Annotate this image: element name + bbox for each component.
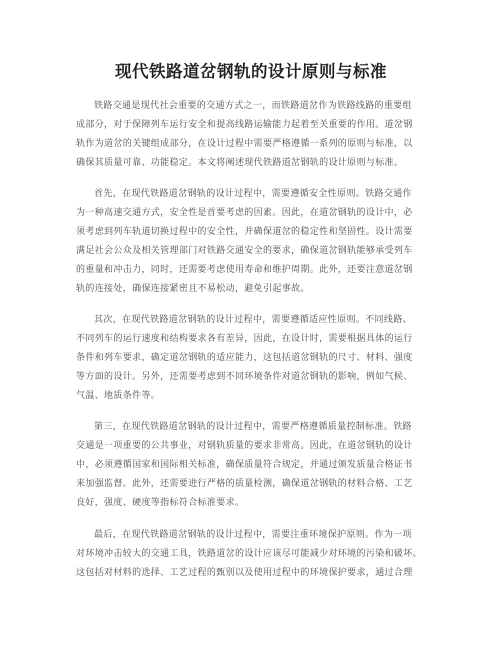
- paragraph-line: 为一种高速交通方式，安全性是首要考虑的因素。因此，在道岔钢轨的设计中，必: [76, 208, 413, 218]
- paragraph-line: 气温、地质条件等。: [76, 391, 161, 401]
- paragraph-line: 对环境冲击较大的交通工具，铁路道岔的设计应该尽可能减少对环境的污染和破坏。: [76, 549, 422, 559]
- paragraph-line: 其次，在现代铁路道岔钢轨的设计过程中，需要遵循适应性原则。不同线路、: [94, 315, 412, 325]
- paragraph-line: 良好，强度、硬度等指标符合标准要求。: [76, 498, 245, 508]
- paragraph-line: 最后，在现代铁路道岔钢轨的设计过程中，需要注重环境保护原则。作为一项: [94, 530, 412, 540]
- paragraph-3: [76, 311, 428, 406]
- paragraph-5: [76, 526, 428, 583]
- paragraph-line: 铁路交通是现代社会重要的交通方式之一，而铁路道岔作为铁路线路的重要组: [94, 101, 412, 111]
- page-title: 现代铁路道岔钢轨的设计原则与标准: [115, 62, 387, 81]
- paragraph-4: [76, 418, 428, 513]
- paragraph-line: 确保其质量可靠、功能稳定。本文将阐述现代铁路道岔钢轨的设计原则与标准。: [76, 158, 404, 168]
- paragraph-line: 须考虑到列车轨道切换过程中的安全性，并确保道岔的稳定性和坚固性。设计需要: [76, 227, 413, 237]
- paragraph-1: [76, 97, 428, 173]
- paragraph-line: 不同列车的运行速度和结构要求各有差异，因此，在设计时，需要根据具体的运行: [76, 334, 413, 344]
- paragraph-line: 等方面的设计。另外，还需要考虑到不同环境条件对道岔钢轨的影响，例如气候、: [76, 372, 413, 382]
- paragraph-2: [76, 185, 428, 299]
- paragraph-line: 首先，在现代铁路道岔钢轨的设计过程中，需要遵循安全性原则。铁路交通作: [94, 189, 412, 199]
- paragraph-line: 交通是一项重要的公共事业，对钢轨质量的要求非常高。因此，在道岔钢轨的设计: [76, 441, 413, 451]
- paragraph-line: 这包括对材料的选择、工艺过程的甄别以及使用过程中的环境保护要求，通过合理: [76, 568, 413, 578]
- paragraph-line: 轨的连接处，确保连接紧密且不易松动，避免引起事故。: [76, 284, 310, 294]
- paragraph-line: 来加强监督。此外，还需要进行严格的质量检测，确保道岔钢轨的材料合格、工艺: [76, 479, 413, 489]
- paragraph-line: 的重量和冲击力，同时，还需要考虑使用寿命和维护周期。此外，还要注意道岔钢: [76, 265, 413, 275]
- paragraph-line: 满足社会公众及相关管理部门对铁路交通安全的要求，确保道岔钢轨能够承受列车: [76, 246, 413, 256]
- paragraph-line: 第三，在现代铁路道岔钢轨的设计过程中，需要严格遵循质量控制标准。铁路: [94, 422, 412, 432]
- paragraph-line: 条件和列车要求，确定道岔钢轨的适应能力，这包括道岔钢轨的尺寸、材料、强度: [76, 353, 413, 363]
- paragraph-line: 成部分，对于保障列车运行安全和提高线路运输能力起着至关重要的作用。道岔钢: [76, 120, 413, 130]
- paragraph-line: 轨作为道岔的关键组成部分，在设计过程中需要严格遵循一系列的原则与标准，以: [76, 139, 413, 149]
- paragraph-line: 中，必须遵循国家和国际相关标准，确保质量符合规定，并通过颁发质量合格证书: [76, 460, 413, 470]
